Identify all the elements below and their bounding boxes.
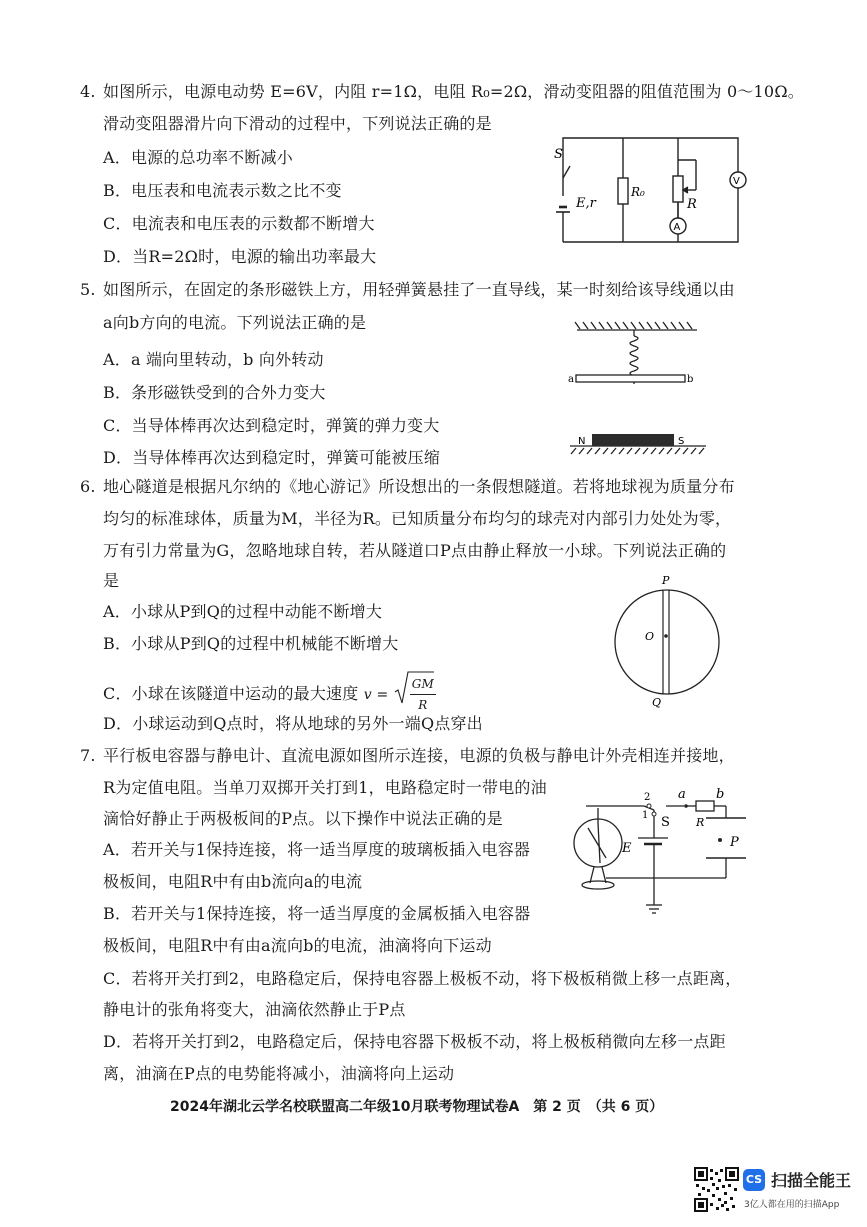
q6-option-d: D．小球运动到Q点时，将从地球的另外一端Q点穿出 (103, 714, 483, 733)
q7-option-c-line-1: C．若将开关打到2，电路稳定后，保持电容器上极板不动，将下极板稍微上移一点距离， (103, 969, 742, 988)
q7-label-2: 2 (644, 792, 651, 803)
q6-formula-denominator: R (418, 698, 428, 712)
q5-stem-line-2: a向b方向的电流。下列说法正确的是 (103, 313, 367, 332)
q6-stem-line-3: 万有引力常量为G，忽略地球自转，若从隧道口P点由静止释放一小球。下列说法正确的 (103, 541, 727, 560)
q6-option-b: B．小球从P到Q的过程中机械能不断增大 (103, 634, 399, 653)
q4-option-b: B．电压表和电流表示数之比不变 (103, 181, 342, 200)
q5-option-a: A．a 端向里转动，b 向外转动 (103, 350, 324, 369)
sqrt-symbol (394, 674, 436, 715)
magnet-pole-n: N (578, 436, 586, 447)
scanner-tagline: 3亿人都在用的扫描App (744, 1200, 840, 1210)
page-footer: 2024年湖北云学名校联盟高二年级10月联考物理试卷A 第 2 页 （共 6 页） (170, 1099, 664, 1115)
q6-stem-line-2: 均匀的标准球体，质量为M，半径为R。已知质量分布均匀的球壳对内部引力处处为零， (103, 509, 732, 528)
q7-number: 7. (80, 746, 96, 765)
q7-option-c-line-2: 静电计的张角将变大，油滴依然静止于P点 (103, 1000, 406, 1019)
q6-formula-numerator: GM (410, 674, 436, 695)
q7-label-e: E (622, 841, 632, 856)
q7-label-a: a (678, 787, 686, 802)
q6-number: 6. (80, 477, 96, 496)
ammeter-symbol: A (673, 222, 681, 233)
q7-label-s: S (661, 815, 670, 830)
q6-formula-prefix: v = (363, 687, 389, 703)
q7-option-a-line-1: A．若开关与1保持连接，将一适当厚度的玻璃板插入电容器 (103, 840, 531, 859)
q4-label-switch: S (554, 147, 563, 162)
q5-label-b: b (687, 374, 694, 385)
q7-option-d-line-1: D．若将开关打到2，电路稳定后，保持电容器下极板不动，将上极板稍微向左移一点距 (103, 1032, 726, 1051)
q6-label-p: P (662, 574, 670, 587)
q5-label-a: a (568, 374, 574, 385)
q4-label-source: E,r (576, 196, 596, 211)
voltmeter-symbol: V (733, 176, 740, 187)
q4-option-c: C．电流表和电压表的示数都不断增大 (103, 214, 375, 233)
q7-stem-line-2: R为定值电阻。当单刀双掷开关打到1，电路稳定时一带电的油 (103, 778, 547, 797)
q5-option-d: D．当导体棒再次达到稳定时，弹簧可能被压缩 (103, 448, 441, 467)
q7-capacitor-figure (556, 778, 756, 918)
q6-earth-figure (607, 572, 727, 712)
q6-option-a: A．小球从P到Q的过程中动能不断增大 (103, 602, 383, 621)
q6-stem-line-4: 是 (103, 571, 120, 590)
q7-label-1: 1 (642, 810, 649, 821)
q7-option-a-line-2: 极板间，电阻R中有由b流向a的电流 (103, 872, 363, 891)
q7-label-p: P (730, 835, 739, 850)
q4-circuit-figure (548, 130, 758, 248)
q6-stem-line-1: 地心隧道是根据凡尔纳的《地心游记》所设想出的一条假想隧道。若将地球视为质量分布 (103, 477, 735, 496)
q7-option-b-line-1: B．若开关与1保持连接，将一适当厚度的金属板插入电容器 (103, 904, 531, 923)
q5-stem-line-1: 如图所示，在固定的条形磁铁上方，用轻弹簧悬挂了一直导线，某一时刻给该导线通以由 (103, 280, 735, 299)
q4-option-d: D．当R=2Ω时，电源的输出功率最大 (103, 247, 377, 266)
q4-number: 4. (80, 82, 96, 101)
q5-number: 5. (80, 280, 96, 299)
q5-option-c: C．当导体棒再次达到稳定时，弹簧的弹力变大 (103, 416, 440, 435)
q7-label-b: b (716, 787, 725, 802)
q6-option-c (103, 674, 436, 715)
q5-option-b: B．条形磁铁受到的合外力变大 (103, 383, 326, 402)
q5-magnet-figure (562, 318, 712, 458)
scanner-brand: 扫描全能王 (771, 1171, 852, 1190)
qr-code-icon (694, 1167, 739, 1212)
q7-option-d-line-2: 离，油滴在P点的电势能将减小，油滴将向上运动 (103, 1064, 455, 1083)
q6-label-o: O (645, 630, 655, 643)
q4-option-a: A．电源的总功率不断减小 (103, 148, 293, 167)
q6-option-c-text: C．小球在该隧道中运动的最大速度 (103, 684, 359, 703)
q7-label-r: R (696, 816, 705, 829)
q7-stem-line-1: 平行板电容器与静电计、直流电源如图所示连接，电源的负极与静电计外壳相连并接地， (103, 746, 735, 765)
q6-label-q: Q (652, 696, 662, 709)
q4-label-r0: R₀ (631, 185, 645, 199)
q4-label-rheostat: R (687, 197, 697, 212)
q7-option-b-line-2: 极板间，电阻R中有由a流向b的电流，油滴将向下运动 (103, 936, 492, 955)
q4-stem-line-1: 如图所示，电源电动势 E=6V，内阻 r=1Ω，电阻 R₀=2Ω，滑动变阻器的阻值范围为 0～10Ω。 (103, 82, 804, 101)
magnet-pole-s: S (678, 436, 685, 447)
scanner-logo-icon: CS (743, 1169, 765, 1191)
q4-stem-line-2: 滑动变阻器滑片向下滑动的过程中，下列说法正确的是 (103, 114, 492, 133)
q7-stem-line-3: 滴恰好静止于两极板间的P点。以下操作中说法正确的是 (103, 809, 503, 828)
